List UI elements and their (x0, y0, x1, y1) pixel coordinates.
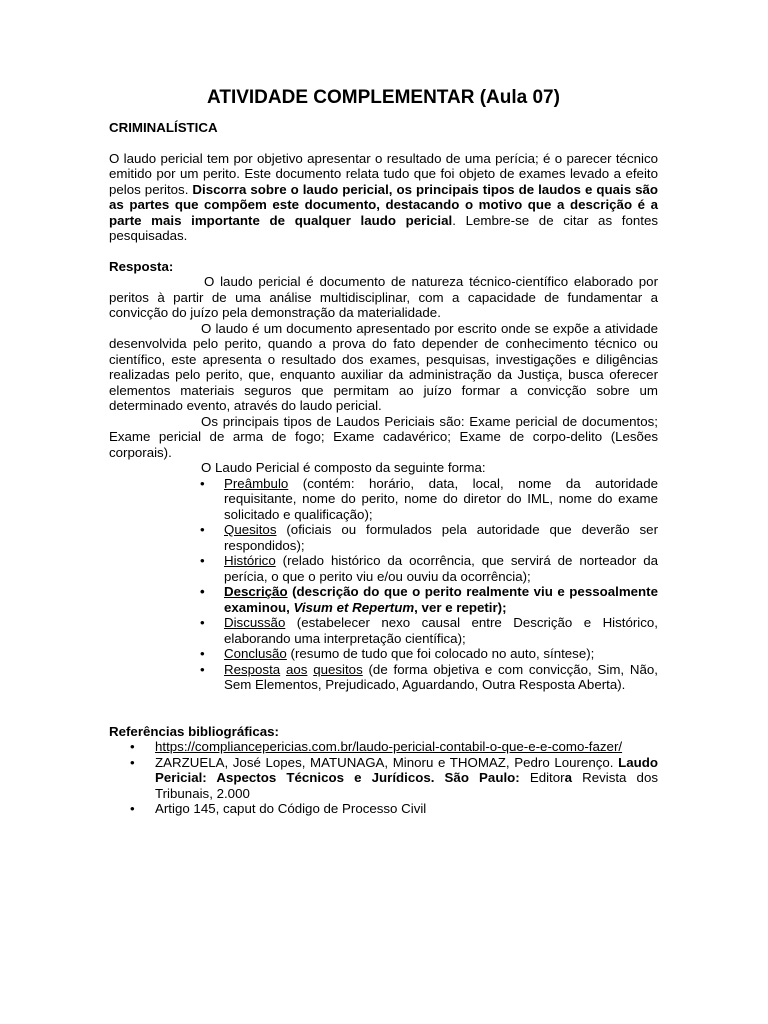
part-term: Descrição (224, 584, 288, 599)
part-term: Histórico (224, 553, 276, 568)
reference-link[interactable]: https://compliancepericias.com.br/laudo-pericial-contabil-o-que-e-e-como-fazer/ (155, 739, 623, 754)
book-title: Laudo Pericial: Aspectos Técnicos e Jurídicos. São Paulo: (155, 754, 658, 785)
part-description-end: , ver e repetir); (414, 599, 507, 615)
prompt-tail-text: . Lembre-se de citar as fontes pesquisadas. (109, 212, 658, 243)
part-description: (contém: horário, data, local, nome da autoridade requisitante, nome do perito, nome do diretor do IML, nome do exame solicitado e qualificação); (224, 475, 658, 522)
part-term: Quesitos (224, 522, 277, 537)
references-list (109, 739, 658, 817)
part-term: Preâmbulo (224, 475, 289, 491)
list-item (200, 646, 658, 662)
prompt-bold-question: Discorra sobre o laudo pericial, os principais tipos de laudos e quais são as partes que compõem este documento, destacando o motivo que a descrição é a parte mais importante de qualquer laudo pericial (109, 181, 659, 228)
list-item (200, 522, 658, 553)
part-description: (estabelecer nexo causal entre Descrição e Histórico, elaborando uma interpretação científica); (224, 615, 658, 646)
bullet-icon: • (200, 584, 205, 599)
book-authors: ZARZUELA, José Lopes, MATUNAGA, Minoru e THOMAZ, Pedro Lourenço. (155, 754, 619, 770)
part-description: (resumo de tudo que foi colocado no auto, síntese); (286, 646, 595, 661)
bullet-icon: • (200, 661, 205, 677)
answer-label: Resposta: (109, 258, 174, 274)
law-reference: Artigo 145, caput do Código de Processo Civil (155, 801, 427, 816)
part-description: (descrição do que o perito realmente viu e pessoalmente examinou, (224, 584, 658, 615)
bullet-icon: • (200, 615, 205, 630)
bullet-icon: • (130, 801, 135, 816)
book-publisher-bold-letter: a (564, 770, 572, 785)
list-item (130, 754, 658, 802)
bullet-icon: • (200, 646, 205, 661)
latin-phrase: Visum et Repertum (293, 599, 415, 615)
subject-heading: CRIMINALÍSTICA (109, 120, 218, 135)
part-term-word-2: aos (285, 661, 308, 677)
list-item (200, 615, 658, 646)
answer-paragraph-2: O laudo é um documento apresentado por escrito onde se expõe a atividade desenvolvida pelo perito, quando a prova do fato depender de conhecimento técnico ou científico, este apresenta o resultado dos exames, pesquisas, investigações e diligências realizadas pelo perito, que, enquanto auxiliar da administração da Justiça, busca oferecer elementos materiais seguros que permitam ao juízo formar a convicção sobre um determinado evento, através do laudo pericial. (109, 320, 658, 413)
book-publisher: Editor (519, 770, 565, 785)
answer-paragraph-3: Os principais tipos de Laudos Periciais são: Exame pericial de documentos; Exame pericial de arma de fogo; Exame cadavérico; Exame de corpo-delito (Lesões corporais). (109, 413, 658, 460)
part-term-word-3: quesitos (313, 661, 363, 677)
part-term: Discussão (224, 615, 286, 630)
bullet-icon: • (200, 522, 205, 537)
bullet-icon: • (200, 475, 205, 491)
list-item (200, 553, 658, 584)
part-term-word-1: Resposta (224, 661, 281, 677)
list-item (200, 475, 658, 523)
assignment-prompt (109, 151, 658, 244)
bullet-icon: • (130, 754, 135, 770)
book-publisher-rest: Revista dos Tribunais, 2.000 (155, 770, 658, 801)
bullet-icon: • (130, 739, 135, 754)
part-description: (relado histórico da ocorrência, que servirá de norteador da perícia, o que o perito viu e/ou ouviu da ocorrência); (224, 553, 658, 584)
part-description: (oficiais ou formulados pela autoridade que deverão ser respondidos); (224, 522, 658, 553)
references-heading: Referências bibliográficas: (109, 723, 279, 739)
prompt-plain-text: O laudo pericial tem por objetivo apresentar o resultado de uma perícia; é o parecer técnico emitido por um perito. Este documento relata tudo que foi objeto de exames levado a efeito pelos peritos. (109, 150, 658, 197)
list-item (200, 661, 658, 693)
answer-paragraph-1: O laudo pericial é documento de natureza técnico-científico elaborado por peritos à partir de uma análise multidisciplinar, com a capacidade de fundamentar a convicção do juízo pela demonstração da materialidade. (109, 274, 658, 320)
answer-paragraph-4: O Laudo Pericial é composto da seguinte forma: (201, 460, 486, 475)
part-term: Conclusão (224, 646, 287, 661)
part-description: (de forma objetiva e com convicção, Sim, Não, Sem Elementos, Prejudicado, Aguardando, Outra Resposta Aberta). (224, 661, 658, 692)
list-item (130, 801, 658, 817)
bullet-icon: • (200, 553, 205, 568)
list-item (200, 584, 658, 615)
laudo-parts-list (109, 476, 658, 693)
document-title: ATIVIDADE COMPLEMENTAR (Aula 07) (207, 87, 560, 108)
list-item (130, 739, 658, 755)
